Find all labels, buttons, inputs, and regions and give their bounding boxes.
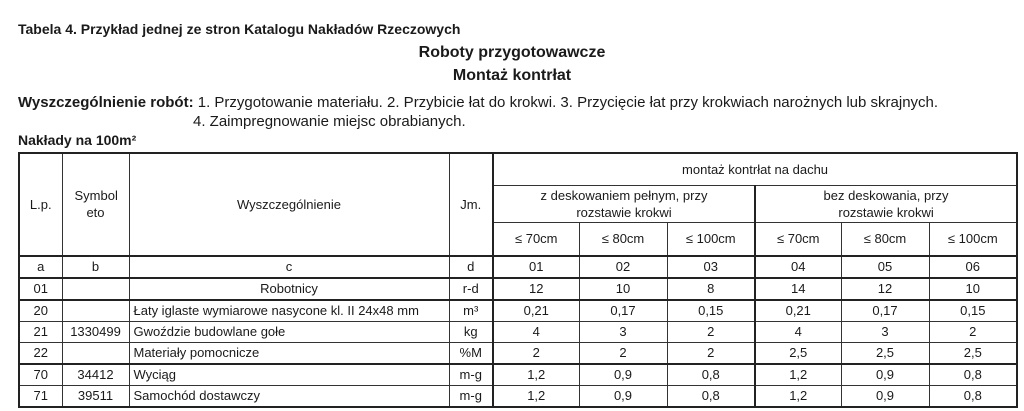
table-cell: 2: [493, 342, 579, 364]
table-cell: 10: [579, 278, 667, 300]
table-cell: 0,17: [579, 300, 667, 322]
table-cell: Łaty iglaste wymiarowe nasycone kl. II 24x48 mm: [129, 300, 449, 322]
catalog-table: [18, 152, 1018, 408]
table-cell: 1330499: [62, 321, 129, 342]
header-spacing: ≤ 100cm: [929, 223, 1017, 256]
section-title: Roboty przygotowawcze: [418, 44, 606, 61]
table-row: [19, 342, 1017, 364]
subsection-title: Montaż kontrłat: [452, 67, 572, 84]
table-cell: 0,15: [667, 300, 755, 322]
header-unit: Jm.: [449, 153, 493, 256]
table-cell: 2: [579, 342, 667, 364]
table-cell: [62, 278, 129, 300]
table-cell: 22: [19, 342, 62, 364]
table-cell: m³: [449, 300, 493, 322]
table-cell: 0,21: [493, 300, 579, 322]
table-cell: 0,8: [667, 364, 755, 386]
table-row: [19, 364, 1017, 386]
header-symbol: Symbol eto: [62, 153, 129, 256]
table-cell: 0,17: [841, 300, 929, 322]
column-letter: b: [62, 256, 129, 278]
table-cell: 4: [755, 321, 841, 342]
column-letter: 04: [755, 256, 841, 278]
header-spacing: ≤ 80cm: [579, 223, 667, 256]
table-cell: Wyciąg: [129, 364, 449, 386]
table-cell: 0,9: [579, 385, 667, 407]
column-letter: d: [449, 256, 493, 278]
column-letter: 05: [841, 256, 929, 278]
table-cell: 2: [929, 321, 1017, 342]
work-description: [18, 93, 938, 131]
table-cell: %M: [449, 342, 493, 364]
table-cell: 70: [19, 364, 62, 386]
column-letter: 01: [493, 256, 579, 278]
header-spacing: ≤ 70cm: [755, 223, 841, 256]
header-lp: L.p.: [19, 153, 62, 256]
table-cell: 71: [19, 385, 62, 407]
table-cell: Gwoździe budowlane gołe: [129, 321, 449, 342]
table-cell: 3: [579, 321, 667, 342]
table-cell: 21: [19, 321, 62, 342]
table-cell: 1,2: [493, 364, 579, 386]
table-cell: 1,2: [493, 385, 579, 407]
table-cell: 12: [841, 278, 929, 300]
column-letter: c: [129, 256, 449, 278]
table-caption: Tabela 4. Przykład jednej ze stron Katalogu Nakładów Rzeczowych: [18, 21, 461, 37]
work-line-2: 4. Zaimpregnowanie miejsc obrabianych.: [193, 113, 466, 130]
table-cell: 0,15: [929, 300, 1017, 322]
column-letter: 03: [667, 256, 755, 278]
column-letter: 02: [579, 256, 667, 278]
table-row: [19, 278, 1017, 300]
table-row: [19, 300, 1017, 322]
table-cell: 39511: [62, 385, 129, 407]
table-cell: 0,9: [579, 364, 667, 386]
work-label: Wyszczególnienie robót:: [18, 94, 194, 111]
table-row: [19, 385, 1017, 407]
inputs-heading: Nakłady na 100m²: [18, 132, 137, 148]
table-cell: 10: [929, 278, 1017, 300]
table-cell: 0,9: [841, 364, 929, 386]
table-cell: 0,8: [929, 364, 1017, 386]
table-cell: 1,2: [755, 385, 841, 407]
column-letters-row: [19, 256, 1017, 278]
header-spacing: ≤ 80cm: [841, 223, 929, 256]
column-letter: a: [19, 256, 62, 278]
header-subgroup-2: bez deskowania, przy rozstawie krokwi: [755, 186, 1017, 223]
header-description: Wyszczególnienie: [129, 153, 449, 256]
table-cell: 01: [19, 278, 62, 300]
table-cell: Robotnicy: [129, 278, 449, 300]
table-cell: 0,8: [667, 385, 755, 407]
table-cell: 0,21: [755, 300, 841, 322]
table-cell: 2,5: [755, 342, 841, 364]
table-row: [19, 321, 1017, 342]
table-cell: 14: [755, 278, 841, 300]
table-cell: Samochód dostawczy: [129, 385, 449, 407]
table-cell: 4: [493, 321, 579, 342]
table-cell: m-g: [449, 364, 493, 386]
header-group: montaż kontrłat na dachu: [493, 153, 1017, 186]
header-subgroup-1: z deskowaniem pełnym, przy rozstawie krokwi: [493, 186, 755, 223]
table-cell: 2,5: [841, 342, 929, 364]
table-cell: 3: [841, 321, 929, 342]
table-cell: [62, 342, 129, 364]
table-cell: m-g: [449, 385, 493, 407]
table-cell: 2,5: [929, 342, 1017, 364]
table-cell: 2: [667, 342, 755, 364]
table-cell: 0,8: [929, 385, 1017, 407]
header-spacing: ≤ 100cm: [667, 223, 755, 256]
table-cell: 8: [667, 278, 755, 300]
work-line-1: 1. Przygotowanie materiału. 2. Przybicie łat do krokwi. 3. Przycięcie łat przy krokwiach narożnych lub skrajnych.: [197, 94, 939, 111]
table-cell: 1,2: [755, 364, 841, 386]
table-cell: r-d: [449, 278, 493, 300]
table-cell: kg: [449, 321, 493, 342]
table-cell: 20: [19, 300, 62, 322]
table-cell: 34412: [62, 364, 129, 386]
column-letter: 06: [929, 256, 1017, 278]
table-cell: 12: [493, 278, 579, 300]
table-cell: 0,9: [841, 385, 929, 407]
header-spacing: ≤ 70cm: [493, 223, 579, 256]
table-cell: [62, 300, 129, 322]
table-cell: 2: [667, 321, 755, 342]
table-cell: Materiały pomocnicze: [129, 342, 449, 364]
